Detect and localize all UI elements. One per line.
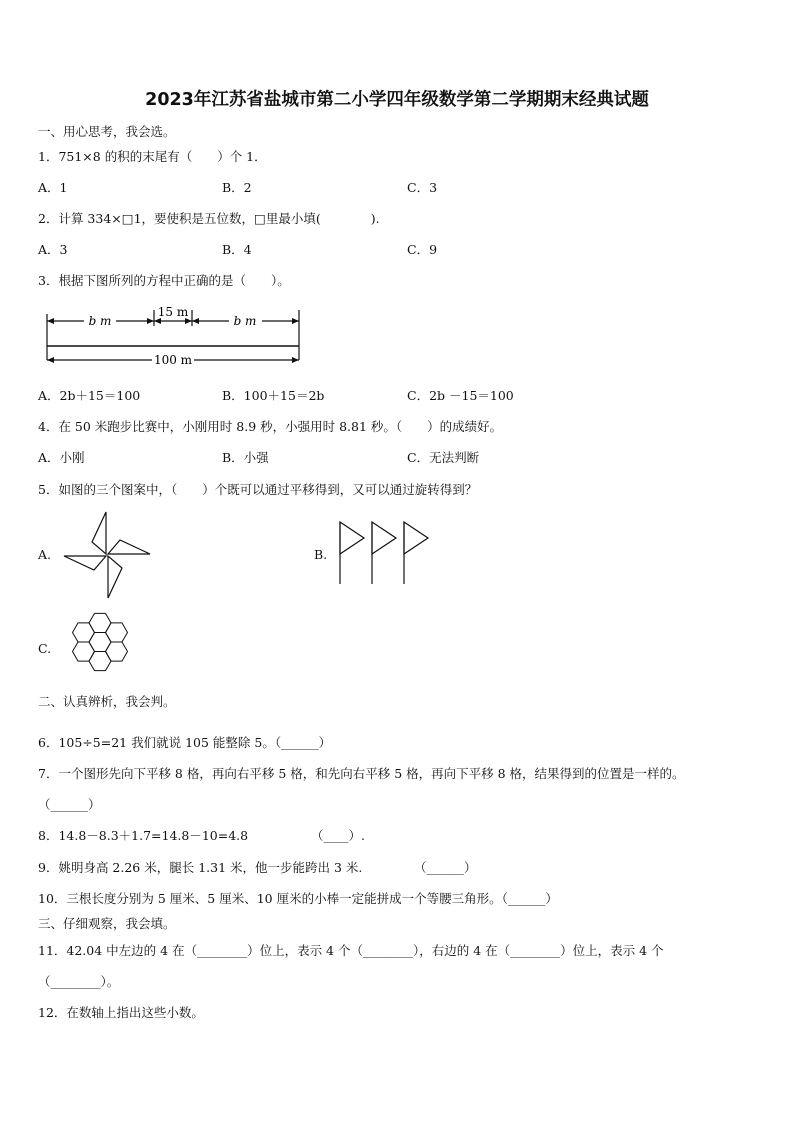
seg3-label: b m	[233, 314, 257, 328]
hexagon	[106, 642, 128, 661]
total-label: 100 m	[153, 353, 193, 367]
q3-option-a[interactable]: A．2b＋15＝100	[38, 388, 141, 403]
q5-option-a[interactable]: A.	[38, 547, 52, 562]
page-title: 2023年江苏省盐城市第二小学四年级数学第二学期期末经典试题	[145, 90, 649, 110]
q2-option-b[interactable]: B．4	[222, 242, 252, 257]
question-2: 2．计算 334×□1，要使积是五位数，□里最小填( ).	[38, 211, 380, 226]
question-9: 9．姚明身高 2.26 米，腿长 1.31 米，他一步能跨出 3 米.	[38, 860, 363, 875]
hexagon	[73, 642, 95, 661]
question-3: 3．根据下图所列的方程中正确的是（ ）。	[38, 273, 290, 288]
segment-diagram	[44, 302, 304, 372]
question-6: 6．105÷5=21 我们就说 105 能整除 5。（______）	[38, 735, 332, 750]
q2-option-c[interactable]: C．9	[407, 242, 438, 257]
q3-option-c[interactable]: C．2b －15＝100	[407, 388, 514, 403]
question-4: 4．在 50 米跑步比赛中，小刚用时 8.9 秒，小强用时 8.81 秒。（ ）的成绩好。	[38, 419, 503, 434]
question-8-blank[interactable]: （____）.	[311, 828, 365, 843]
question-7-line1: 7．一个图形先向下平移 8 格，再向右平移 5 格，和先向右平移 5 格，再向下平移 8 格，结果得到的位置是一样的。	[38, 766, 685, 781]
question-11-line1: 11．42.04 中左边的 4 在（________）位上，表示 4 个（________），右边的 4 在（________）位上，表示 4 个	[38, 943, 664, 958]
q1-option-a[interactable]: A．1	[38, 180, 68, 195]
section-2-heading: 二、认真辨析，我会判。	[38, 694, 176, 709]
q2-option-a[interactable]: A．3	[38, 242, 68, 257]
q1-option-c[interactable]: C．3	[407, 180, 438, 195]
question-12: 12．在数轴上指出这些小数。	[38, 1005, 204, 1020]
q4-option-b[interactable]: B．小强	[222, 450, 269, 465]
section-3-heading: 三、仔细观察，我会填。	[38, 916, 176, 931]
question-11-line2[interactable]: （________）。	[38, 974, 120, 989]
q1-option-b[interactable]: B．2	[222, 180, 252, 195]
q4-option-a[interactable]: A．小刚	[38, 450, 85, 465]
question-5: 5．如图的三个图案中，（ ）个既可以通过平移得到，又可以通过旋转得到？	[38, 482, 478, 497]
question-8: 8．14.8－8.3＋1.7=14.8－10=4.8	[38, 828, 249, 843]
question-1: 1．751×8 的积的末尾有（ ）个 1．	[38, 149, 267, 164]
q5-option-c[interactable]: C.	[38, 641, 52, 656]
question-9-blank[interactable]: （______）	[414, 860, 477, 875]
pinwheel-figure	[62, 510, 152, 600]
hexagon	[73, 623, 95, 642]
q3-option-b[interactable]: B．100＋15＝2b	[222, 388, 325, 403]
seg2-label: 15 m	[157, 305, 189, 319]
flags-figure	[336, 520, 432, 586]
seg1-label: b m	[88, 314, 112, 328]
q5-option-b[interactable]: B.	[314, 547, 328, 562]
question-7-blank[interactable]: （______）	[38, 797, 101, 812]
q4-option-c[interactable]: C．无法判断	[407, 450, 480, 465]
question-10: 10．三根长度分别为 5 厘米、5 厘米、10 厘米的小棒一定能拼成一个等腰三角形。（______）	[38, 891, 558, 906]
section-1-heading: 一、用心思考，我会选。	[38, 124, 176, 139]
hexagon-figure	[60, 608, 140, 676]
hexagon	[106, 623, 128, 642]
